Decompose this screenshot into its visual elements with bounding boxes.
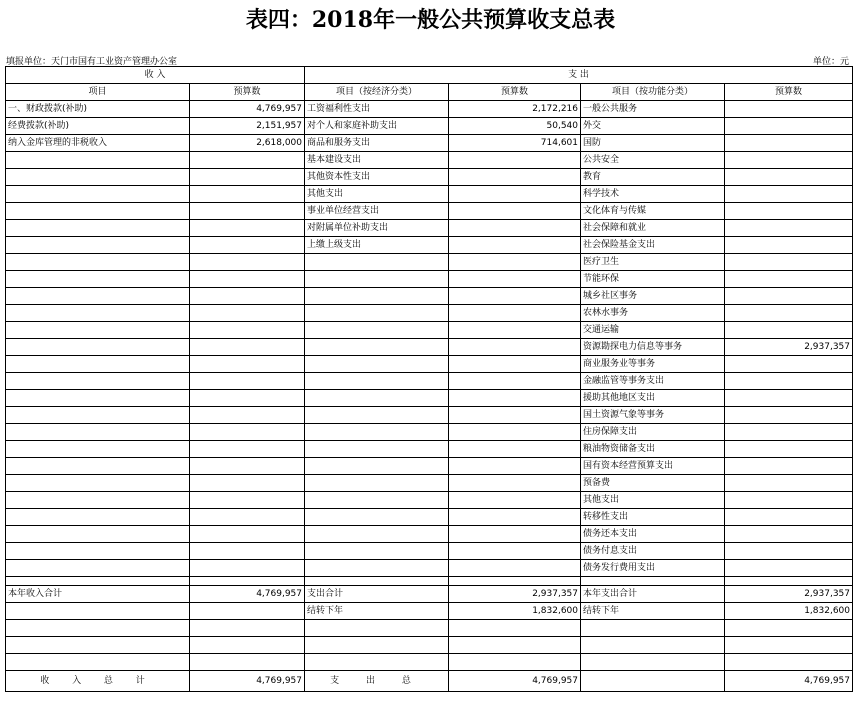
income-budget — [190, 390, 305, 407]
expense-func-budget — [725, 305, 853, 322]
table-row — [6, 526, 853, 543]
expense-econ-budget — [449, 509, 581, 526]
expense-func-item: 资源勘探电力信息等事务 — [581, 339, 725, 356]
income-item: 经费拨款(补助) — [6, 118, 190, 135]
expense-econ-budget — [449, 186, 581, 203]
income-item — [6, 254, 190, 271]
expense-func-item: 债务付息支出 — [581, 543, 725, 560]
income-item — [6, 577, 190, 586]
expense-econ-budget — [449, 458, 581, 475]
expense-header: 支 出 — [305, 67, 853, 84]
expense-func-budget — [725, 152, 853, 169]
expense-econ-item: 其他资本性支出 — [305, 169, 449, 186]
table-row — [6, 169, 853, 186]
expense-func-budget — [725, 288, 853, 305]
table-row — [6, 339, 853, 356]
expense-func-item: 外交 — [581, 118, 725, 135]
table-row — [6, 271, 853, 288]
expense-func-budget — [725, 271, 853, 288]
income-item — [6, 356, 190, 373]
table-row — [6, 654, 853, 671]
expense-econ-item: 对附属单位补助支出 — [305, 220, 449, 237]
expense-func-item: 国有资本经营预算支出 — [581, 458, 725, 475]
expense-func-item: 债务还本支出 — [581, 526, 725, 543]
expense-func-item: 农林水事务 — [581, 305, 725, 322]
reporting-unit: 填报单位：天门市国有工业资产管理办公室 — [6, 57, 178, 67]
unit-label: 单位：元 — [812, 57, 849, 67]
income-budget — [190, 577, 305, 586]
expense-func-item: 商业服务业等事务 — [581, 356, 725, 373]
expense-econ-budget — [449, 271, 581, 288]
income-item — [6, 305, 190, 322]
expense-func-item: 住房保障支出 — [581, 424, 725, 441]
expense-econ-budget — [449, 339, 581, 356]
income-item — [6, 322, 190, 339]
income-budget — [190, 339, 305, 356]
expense-func-item: 国土资源气象等事务 — [581, 407, 725, 424]
expense-econ-item: 支出合计 — [305, 586, 449, 603]
income-budget — [190, 654, 305, 671]
income-item — [6, 475, 190, 492]
expense-func-budget — [725, 169, 853, 186]
table-row — [6, 603, 853, 620]
table-row — [6, 288, 853, 305]
expense-econ-item: 商品和服务支出 — [305, 135, 449, 152]
expense-econ-budget — [449, 203, 581, 220]
expense-econ-item — [305, 577, 449, 586]
table-row — [6, 586, 853, 603]
income-budget — [190, 152, 305, 169]
income-budget — [190, 322, 305, 339]
expense-func-budget — [725, 577, 853, 586]
expense-func-item: 其他支出 — [581, 492, 725, 509]
table-row — [6, 407, 853, 424]
expense-func-item: 结转下年 — [581, 603, 725, 620]
income-item — [6, 390, 190, 407]
table-row — [6, 254, 853, 271]
income-budget — [190, 620, 305, 637]
income-item — [6, 458, 190, 475]
income-budget — [190, 637, 305, 654]
income-budget: 4,769,957 — [190, 586, 305, 603]
income-item — [6, 373, 190, 390]
income-budget — [190, 305, 305, 322]
expense-econ-budget — [449, 390, 581, 407]
expense-econ-budget — [449, 407, 581, 424]
expense-total-func-label — [581, 671, 725, 692]
table-row — [6, 203, 853, 220]
expense-total-func-value: 4,769,957 — [725, 671, 853, 692]
expense-econ-budget — [449, 441, 581, 458]
table-row — [6, 475, 853, 492]
income-budget — [190, 475, 305, 492]
expense-econ-item: 对个人和家庭补助支出 — [305, 118, 449, 135]
col-item-econ: 项目（按经济分类） — [305, 84, 449, 101]
expense-func-budget — [725, 322, 853, 339]
expense-func-budget — [725, 509, 853, 526]
expense-func-item: 城乡社区事务 — [581, 288, 725, 305]
table-row — [6, 637, 853, 654]
expense-econ-budget — [449, 288, 581, 305]
expense-func-item: 本年支出合计 — [581, 586, 725, 603]
table-row — [6, 373, 853, 390]
expense-econ-item — [305, 475, 449, 492]
expense-econ-item — [305, 526, 449, 543]
expense-func-item: 援助其他地区支出 — [581, 390, 725, 407]
table-row — [6, 322, 853, 339]
expense-econ-budget — [449, 169, 581, 186]
income-header: 收 入 — [6, 67, 305, 84]
expense-econ-budget: 50,540 — [449, 118, 581, 135]
expense-econ-item — [305, 560, 449, 577]
expense-econ-item — [305, 356, 449, 373]
income-budget — [190, 271, 305, 288]
income-item — [6, 186, 190, 203]
income-budget — [190, 424, 305, 441]
expense-func-item: 交通运输 — [581, 322, 725, 339]
expense-func-budget: 2,937,357 — [725, 339, 853, 356]
expense-func-budget — [725, 186, 853, 203]
expense-econ-budget: 714,601 — [449, 135, 581, 152]
income-budget — [190, 543, 305, 560]
income-item: 纳入金库管理的非税收入 — [6, 135, 190, 152]
income-item — [6, 271, 190, 288]
expense-func-budget — [725, 101, 853, 118]
table-row — [6, 220, 853, 237]
income-budget — [190, 509, 305, 526]
expense-econ-budget — [449, 424, 581, 441]
expense-func-item: 国防 — [581, 135, 725, 152]
income-item — [6, 152, 190, 169]
expense-econ-budget — [449, 654, 581, 671]
table-row — [6, 620, 853, 637]
expense-econ-item — [305, 390, 449, 407]
expense-total-value: 4,769,957 — [449, 671, 581, 692]
table-row — [6, 356, 853, 373]
income-item — [6, 509, 190, 526]
table-row — [6, 543, 853, 560]
expense-econ-item: 结转下年 — [305, 603, 449, 620]
expense-func-budget — [725, 560, 853, 577]
col-item: 项目 — [6, 84, 190, 101]
expense-func-item: 社会保险基金支出 — [581, 237, 725, 254]
income-item — [6, 492, 190, 509]
income-item — [6, 220, 190, 237]
income-budget — [190, 603, 305, 620]
income-budget — [190, 169, 305, 186]
col-budget: 预算数 — [725, 84, 853, 101]
expense-econ-budget — [449, 543, 581, 560]
table-row — [6, 101, 853, 118]
expense-econ-item — [305, 620, 449, 637]
income-item — [6, 560, 190, 577]
expense-econ-budget — [449, 560, 581, 577]
expense-econ-budget — [449, 254, 581, 271]
income-budget — [190, 237, 305, 254]
expense-econ-budget — [449, 356, 581, 373]
expense-func-item: 科学技术 — [581, 186, 725, 203]
income-budget — [190, 203, 305, 220]
expense-func-item: 一般公共服务 — [581, 101, 725, 118]
expense-func-budget — [725, 135, 853, 152]
income-item — [6, 339, 190, 356]
income-budget — [190, 288, 305, 305]
income-item — [6, 441, 190, 458]
expense-econ-item — [305, 339, 449, 356]
table-row — [6, 390, 853, 407]
income-budget — [190, 407, 305, 424]
expense-func-budget — [725, 654, 853, 671]
table-row — [6, 135, 853, 152]
income-budget — [190, 186, 305, 203]
expense-func-budget: 1,832,600 — [725, 603, 853, 620]
income-budget — [190, 356, 305, 373]
expense-econ-budget — [449, 305, 581, 322]
expense-func-budget — [725, 620, 853, 637]
income-item — [6, 424, 190, 441]
expense-econ-budget — [449, 492, 581, 509]
expense-econ-item — [305, 458, 449, 475]
income-item — [6, 169, 190, 186]
expense-econ-item — [305, 492, 449, 509]
expense-econ-item — [305, 637, 449, 654]
expense-econ-budget — [449, 152, 581, 169]
expense-econ-budget: 2,172,216 — [449, 101, 581, 118]
income-total-value: 4,769,957 — [190, 671, 305, 692]
expense-econ-item: 基本建设支出 — [305, 152, 449, 169]
expense-func-item: 医疗卫生 — [581, 254, 725, 271]
expense-func-item: 债务发行费用支出 — [581, 560, 725, 577]
table-row — [6, 424, 853, 441]
income-budget — [190, 441, 305, 458]
income-item — [6, 237, 190, 254]
income-item — [6, 620, 190, 637]
expense-econ-item — [305, 509, 449, 526]
expense-func-budget — [725, 526, 853, 543]
expense-func-budget — [725, 356, 853, 373]
table-row — [6, 118, 853, 135]
income-item — [6, 288, 190, 305]
expense-econ-budget: 2,937,357 — [449, 586, 581, 603]
expense-econ-item — [305, 254, 449, 271]
expense-func-budget — [725, 373, 853, 390]
expense-func-budget — [725, 475, 853, 492]
budget-table — [5, 66, 853, 692]
expense-func-budget — [725, 118, 853, 135]
expense-func-item: 公共安全 — [581, 152, 725, 169]
expense-func-budget — [725, 390, 853, 407]
expense-econ-budget — [449, 637, 581, 654]
expense-econ-item — [305, 288, 449, 305]
expense-econ-budget — [449, 237, 581, 254]
expense-func-item — [581, 577, 725, 586]
income-item — [6, 637, 190, 654]
expense-econ-budget — [449, 373, 581, 390]
expense-func-item: 预备费 — [581, 475, 725, 492]
expense-econ-budget — [449, 475, 581, 492]
income-budget — [190, 254, 305, 271]
expense-func-budget — [725, 458, 853, 475]
income-budget: 4,769,957 — [190, 101, 305, 118]
expense-func-budget — [725, 254, 853, 271]
expense-func-budget — [725, 492, 853, 509]
expense-econ-budget — [449, 620, 581, 637]
expense-func-budget — [725, 441, 853, 458]
expense-econ-budget — [449, 220, 581, 237]
income-item — [6, 526, 190, 543]
expense-econ-budget — [449, 526, 581, 543]
expense-func-budget — [725, 637, 853, 654]
expense-func-item — [581, 620, 725, 637]
expense-func-item: 社会保障和就业 — [581, 220, 725, 237]
table-row — [6, 441, 853, 458]
expense-econ-item — [305, 441, 449, 458]
expense-econ-item — [305, 322, 449, 339]
expense-func-item: 粮油物资储备支出 — [581, 441, 725, 458]
expense-func-budget — [725, 237, 853, 254]
expense-func-item: 节能环保 — [581, 271, 725, 288]
page-title: 表四：2018年一般公共预算收支总表 — [245, 7, 616, 33]
expense-func-item — [581, 637, 725, 654]
expense-total-label: 支 出 总 — [305, 671, 449, 692]
income-budget — [190, 560, 305, 577]
income-item: 本年收入合计 — [6, 586, 190, 603]
expense-econ-item: 其他支出 — [305, 186, 449, 203]
expense-func-budget — [725, 407, 853, 424]
expense-econ-budget: 1,832,600 — [449, 603, 581, 620]
expense-econ-item: 工资福利性支出 — [305, 101, 449, 118]
income-total-label: 收 入 总 计 — [6, 671, 190, 692]
expense-func-budget — [725, 543, 853, 560]
income-budget — [190, 458, 305, 475]
expense-func-budget — [725, 220, 853, 237]
income-budget — [190, 373, 305, 390]
expense-econ-item — [305, 407, 449, 424]
expense-econ-budget — [449, 322, 581, 339]
table-row — [6, 186, 853, 203]
table-row — [6, 560, 853, 577]
expense-econ-item — [305, 373, 449, 390]
table-row — [6, 492, 853, 509]
expense-econ-item — [305, 543, 449, 560]
income-item — [6, 407, 190, 424]
expense-func-item: 文化体育与传媒 — [581, 203, 725, 220]
col-budget: 预算数 — [190, 84, 305, 101]
expense-func-budget: 2,937,357 — [725, 586, 853, 603]
income-item — [6, 654, 190, 671]
income-item — [6, 603, 190, 620]
expense-func-budget — [725, 424, 853, 441]
income-budget: 2,618,000 — [190, 135, 305, 152]
income-item: 一、财政拨款(补助) — [6, 101, 190, 118]
col-budget: 预算数 — [449, 84, 581, 101]
expense-func-budget — [725, 203, 853, 220]
table-row — [6, 237, 853, 254]
income-budget — [190, 492, 305, 509]
expense-econ-item — [305, 424, 449, 441]
expense-econ-item: 事业单位经营支出 — [305, 203, 449, 220]
expense-econ-budget — [449, 577, 581, 586]
income-budget — [190, 526, 305, 543]
expense-func-item — [581, 654, 725, 671]
table-row — [6, 577, 853, 586]
income-item — [6, 203, 190, 220]
expense-econ-item — [305, 654, 449, 671]
income-budget — [190, 220, 305, 237]
table-row — [6, 305, 853, 322]
expense-econ-item — [305, 271, 449, 288]
col-item-func: 项目（按功能分类） — [581, 84, 725, 101]
expense-func-item: 金融监管等事务支出 — [581, 373, 725, 390]
expense-func-item: 教育 — [581, 169, 725, 186]
table-row — [6, 509, 853, 526]
expense-econ-item — [305, 305, 449, 322]
expense-econ-item: 上缴上级支出 — [305, 237, 449, 254]
expense-func-item: 转移性支出 — [581, 509, 725, 526]
income-item — [6, 543, 190, 560]
table-row — [6, 458, 853, 475]
income-budget: 2,151,957 — [190, 118, 305, 135]
table-row — [6, 152, 853, 169]
